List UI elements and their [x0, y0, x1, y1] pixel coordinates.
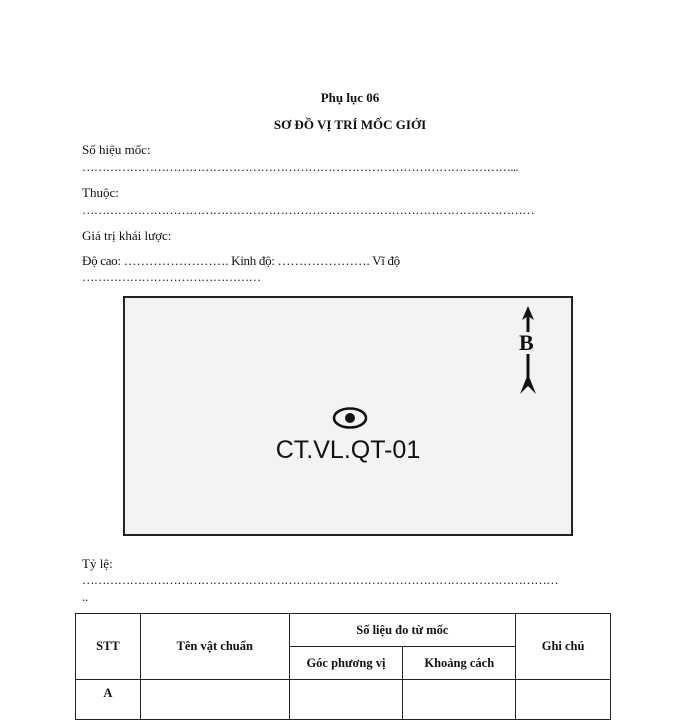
- row-stt: A: [76, 680, 141, 720]
- header-reference-name: Tên vật chuẩn: [140, 614, 289, 680]
- page-title: SƠ ĐỒ VỊ TRÍ MỐC GIỚI: [273, 117, 427, 132]
- header-note: Ghi chú: [516, 614, 611, 680]
- north-label: B: [519, 330, 534, 355]
- location-diagram: [123, 296, 573, 536]
- approx-values-label: Giá trị khái lược:: [82, 228, 172, 243]
- appendix-label: Phụ lục 06: [320, 90, 380, 105]
- belongs-label: Thuộc:: [82, 185, 119, 200]
- scale-label: Tỷ lệ:: [82, 556, 113, 571]
- coordinates-dots: ………………………………………: [82, 270, 261, 284]
- marker-code: CT.VL.QT-01: [275, 436, 421, 464]
- reference-table: [75, 613, 611, 720]
- header-stt: STT: [76, 614, 141, 680]
- header-bearing: Góc phương vị: [289, 647, 403, 680]
- belongs-dots: ……………………………………………………………………………………………………: [82, 203, 535, 217]
- coordinates-line: Độ cao: ……………………. Kinh độ: …………………. Vĩ độ: [82, 253, 400, 268]
- scale-dots: …………………………………………………………………………………………………………: [82, 573, 559, 587]
- marker-eye-icon: [331, 406, 369, 430]
- header-distance: Khoảng cách: [403, 647, 516, 680]
- marker-number-label: Số hiệu mốc:: [82, 142, 151, 157]
- marker-number-dots: ………………………………………………………………………………………………...: [82, 160, 518, 174]
- header-measurement-group: Số liệu đo từ mốc: [289, 614, 516, 647]
- scale-dots-tail: ..: [82, 590, 89, 604]
